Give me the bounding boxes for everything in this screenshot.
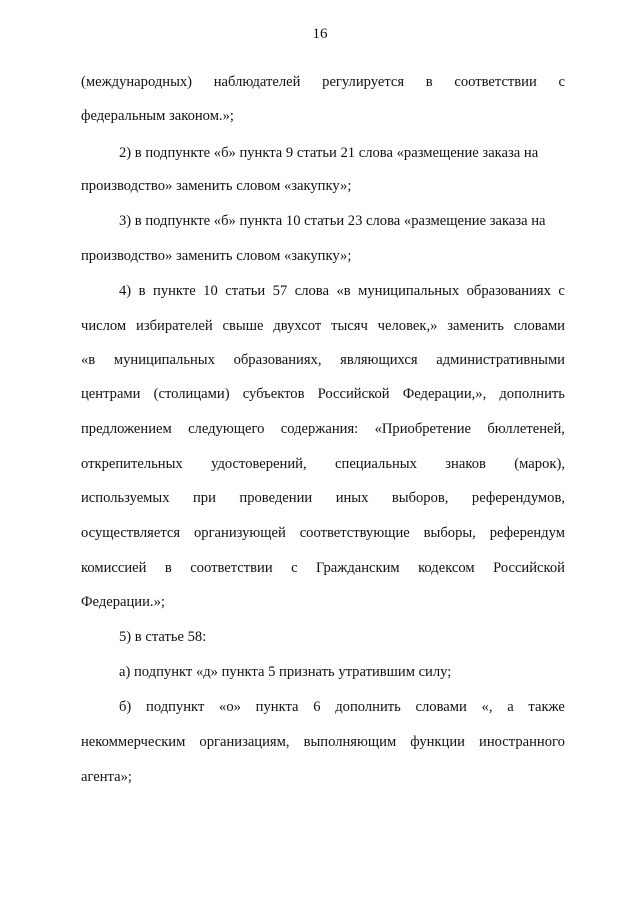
word: 4) [119,283,132,299]
word: знаков [445,456,486,472]
word: в [138,283,146,299]
word: «о» [219,699,241,715]
word: некоммерческим [81,734,186,750]
word: «Приобретение [374,421,471,437]
text-line [81,317,565,335]
word: словами [513,318,565,334]
word: в [425,74,433,90]
word: с [558,283,565,299]
word: дополнить [499,386,565,402]
word: пункте [153,283,196,299]
word: Гражданским [315,560,400,576]
text-line: агента»; [81,769,132,785]
word: образованиях, [233,352,322,368]
word: 10 [203,283,218,299]
word: «в [81,352,96,368]
word: выборы, [423,525,476,541]
word: (марок), [514,456,565,472]
word: осуществляется [81,525,181,541]
word: «, [481,699,493,715]
word: проведении [239,490,313,506]
text-line: 3) в подпункте «б» пункта 10 статьи 23 слова «размещение заказа на [119,213,546,229]
word: выборов, [391,490,449,506]
word: Федерации,», [402,386,487,402]
word: словами [415,699,467,715]
text-line [81,524,565,542]
word: выполняющим [303,734,397,750]
word: двухсот [273,318,322,334]
word: в [164,560,172,576]
word: также [528,699,565,715]
word: свыше [222,318,264,334]
word: тысяч [331,318,368,334]
text-line [81,559,565,577]
word: заменить [447,318,504,334]
word: используемых [81,490,170,506]
word: (международных) [81,74,193,90]
word: референдум [489,525,565,541]
text-line: 5) в статье 58: [119,629,207,645]
text-line [81,489,565,507]
word: удостоверений, [211,456,307,472]
word: организующей [193,525,286,541]
word: б) [119,699,132,715]
word: (столицами) [153,386,230,402]
text-line [81,455,565,473]
word: избирателей [136,318,213,334]
word: при [193,490,216,506]
word: подпункт [146,699,205,715]
word: являющихся [340,352,418,368]
word: «в [336,283,351,299]
word: регулируется [322,74,405,90]
word: с [558,74,565,90]
word: следующего [188,421,265,437]
word: соответствии [454,74,537,90]
word: образованиях [466,283,551,299]
text-line: федеральным законом.»; [81,108,234,124]
word: предложением [81,421,172,437]
text-line [81,420,565,438]
text-line [119,698,565,716]
word: соответствии [190,560,273,576]
word: Российской [493,560,565,576]
text-line [119,282,565,300]
word: иных [335,490,369,506]
text-line [81,385,565,403]
text-line [81,73,565,91]
word: дополнить [335,699,401,715]
text-line: 2) в подпункте «б» пункта 9 статьи 21 слова «размещение заказа на [119,145,539,161]
page-number: 16 [312,26,328,42]
word: с [291,560,298,576]
text-line: а) подпункт «д» пункта 5 признать утратившим силу; [119,664,452,680]
word: Российской [317,386,390,402]
word: статьи [225,283,266,299]
word: иностранного [479,734,565,750]
word: а [507,699,514,715]
word: открепительных [81,456,183,472]
text-line [81,351,565,369]
word: наблюдателей [213,74,301,90]
word: функции [410,734,465,750]
word: бюллетеней, [487,421,565,437]
word: субъектов [242,386,305,402]
word: пункта [255,699,299,715]
word: муниципальных [358,283,460,299]
word: слова [294,283,329,299]
word: 57 [272,283,288,299]
word: кодексом [418,560,475,576]
word: организациям, [199,734,290,750]
word: человек,» [377,318,438,334]
word: центрами [81,386,141,402]
word: комиссией [81,560,147,576]
word: соответствующие [299,525,410,541]
word: специальных [335,456,417,472]
text-line: производство» заменить словом «закупку»; [81,178,352,194]
word: числом [81,318,127,334]
text-line [81,733,565,751]
text-line: производство» заменить словом «закупку»; [81,248,352,264]
word: административными [436,352,565,368]
word: 6 [313,699,321,715]
word: муниципальных [113,352,215,368]
text-line: Федерации.»; [81,594,165,610]
word: содержания: [280,421,359,437]
word: референдумов, [471,490,565,506]
